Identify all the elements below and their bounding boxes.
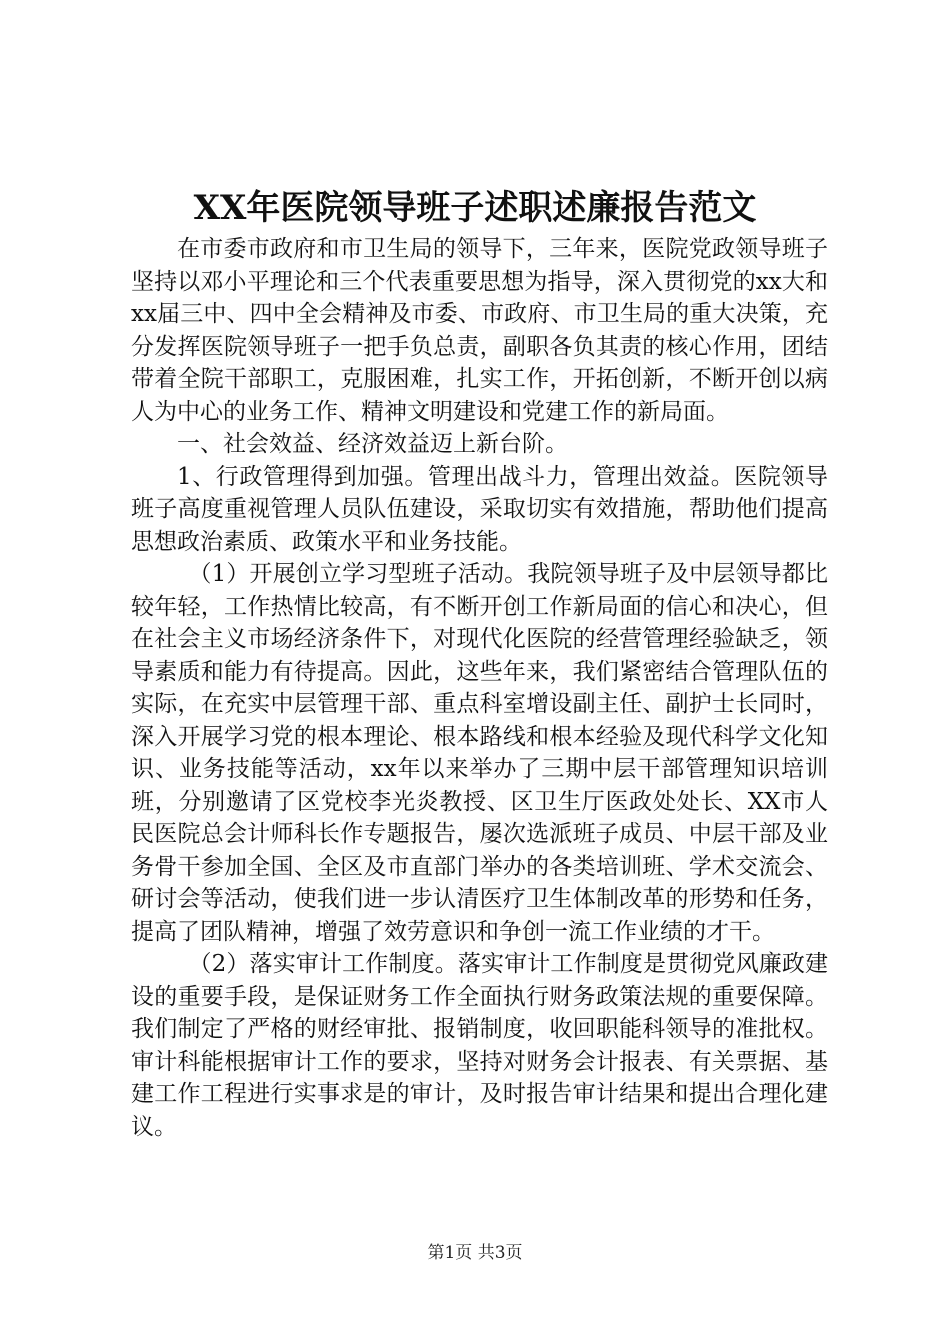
page-number-footer: 第1页 共3页: [427, 1243, 523, 1263]
document-body: [131, 233, 828, 1143]
item-2-paragraph: （2）落实审计工作制度。落实审计工作制度是贯彻党风廉政建设的重要手段，是保证财务工作全面执行财务政策法规的重要保障。我们制定了严格的财经审批、报销制度，收回职能科领导的准批权。审计科能根据审计工作的要求，坚持对财务会计报表、有关票据、基建工作工程进行实事求是的审计，及时报告审计结果和提出合理化建议。: [131, 951, 828, 1140]
subsection-paragraph: 1、行政管理得到加强。管理出战斗力，管理出效益。医院领导班子高度重视管理人员队伍建设，采取切实有效措施，帮助他们提高思想政治素质、政策水平和业务技能。: [131, 463, 828, 555]
document-title: XX年医院领导班子述职述廉报告范文: [193, 188, 757, 228]
intro-paragraph: 在市委市政府和市卫生局的领导下，三年来，医院党政领导班子坚持以邓小平理论和三个代表重要思想为指导，深入贯彻党的xx大和xx届三中、四中全会精神及市委、市政府、市卫生局的重大决策，充分发挥医院领导班子一把手负总责，副职各负其责的核心作用，团结带着全院干部职工，克服困难，扎实工作，开拓创新，不断开创以病人为中心的业务工作、精神文明建设和党建工作的新局面。: [131, 236, 828, 425]
item-1-paragraph: （1）开展创立学习型班子活动。我院领导班子及中层领导都比较年轻，工作热情比较高，有不断开创工作新局面的信心和决心，但在社会主义市场经济条件下，对现代化医院的经营管理经验缺乏，领导素质和能力有待提高。因此，这些年来，我们紧密结合管理队伍的实际，在充实中层管理干部、重点科室增设副主任、副护士长同时，深入开展学习党的根本理论、根本路线和根本经验及现代科学文化知识、业务技能等活动，xx年以来举办了三期中层干部管理知识培训班，分别邀请了区党校李光炎教授、区卫生厅医政处处长、XX市人民医院总会计师科长作专题报告，屡次选派班子成员、中层干部及业务骨干参加全国、全区及市直部门举办的各类培训班、学术交流会、研讨会等活动，使我们进一步认清医疗卫生体制改革的形势和任务，提高了团队精神，增强了效劳意识和争创一流工作业绩的才干。: [131, 561, 828, 945]
section-heading: 一、社会效益、经济效益迈上新台阶。: [177, 431, 568, 457]
